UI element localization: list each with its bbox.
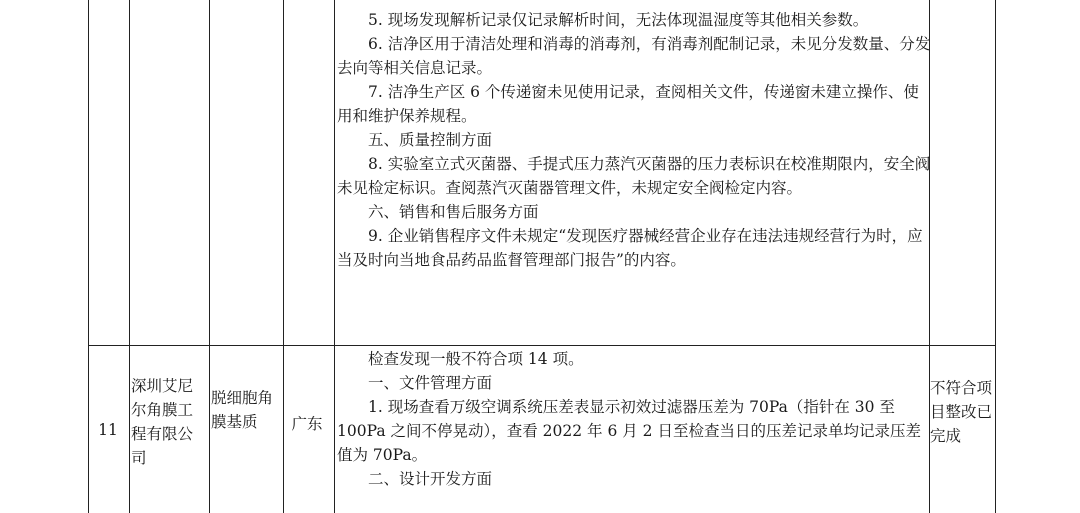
section-heading: 一、文件管理方面 [368,374,493,392]
grid-line [283,0,284,513]
finding-paragraph: 5. 现场发现解析记录仅记录解析时间，无法体现温湿度等其他相关参数。 [368,11,869,29]
section-heading: 二、设计开发方面 [368,470,493,488]
grid-line [209,0,210,513]
section-heading: 六、销售和售后服务方面 [368,203,539,221]
region: 广东 [291,415,323,433]
rectification-status: 不符合项目整改已完成 [930,379,993,445]
finding-paragraph: 7. 洁净生产区 6 个传递窗未见使用记录，查阅相关文件，传递窗未建立操作、使用和维护保养规程。 [337,83,919,125]
finding-paragraph: 1. 现场查看万级空调系统压差表显示初效过滤器压差为 70Pa（指针在 30 至 100Pa 之间不停晃动），查看 2022 年 6 月 2 日至检查当日的压差记录单均记录压差值为 70Pa。 [337,398,921,464]
row-index: 11 [98,421,118,439]
section-heading: 五、质量控制方面 [368,131,493,149]
row-prev-findings [337,8,931,272]
grid-line [334,0,335,513]
product-name: 脱细胞角膜基质 [211,389,274,431]
company-name: 深圳艾尼尔角膜工程有限公司 [131,377,194,467]
finding-paragraph: 8. 实验室立式灭菌器、手提式压力蒸汽灭菌器的压力表标识在校准期限内，安全阀未见检定标识。查阅蒸汽灭菌器管理文件，未规定安全阀检定内容。 [337,155,931,197]
finding-paragraph: 6. 洁净区用于清洁处理和消毒的消毒剂，有消毒剂配制记录，未见分发数量、分发去向等相关信息记录。 [337,35,931,77]
finding-paragraph: 9. 企业销售程序文件未规定“发现医疗器械经营企业存在违法违规经营行为时，应当及时向当地食品药品监督管理部门报告”的内容。 [337,227,923,269]
finding-paragraph: 检查发现一般不符合项 14 项。 [368,350,584,368]
row-11-findings [337,347,931,491]
grid-line [129,0,130,513]
row-separator [88,345,996,346]
grid-line [995,0,996,513]
